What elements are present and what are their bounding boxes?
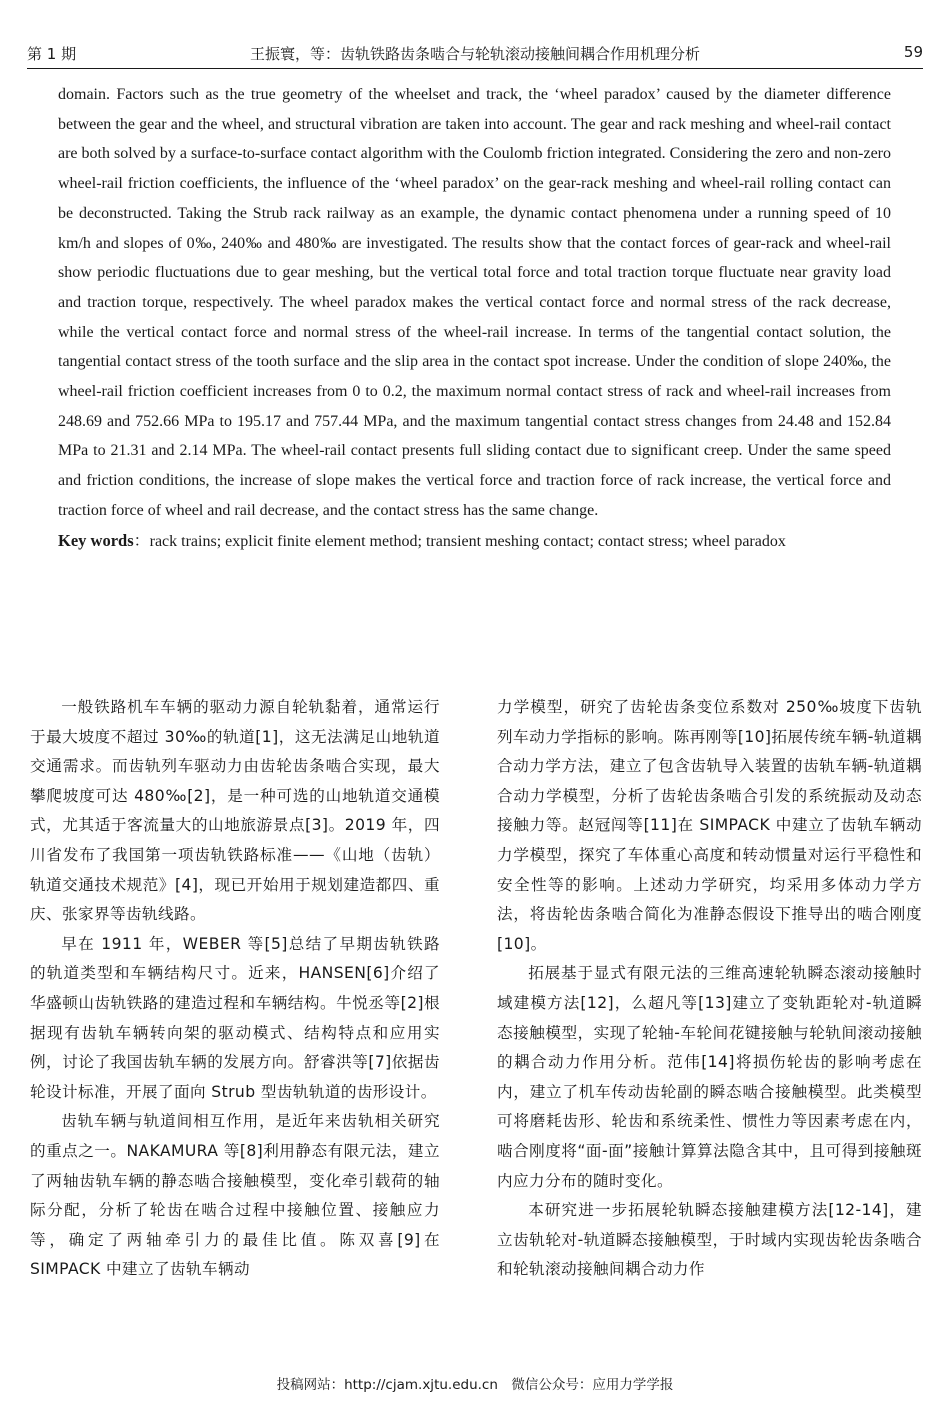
- page-footer: 投稿网站：http://cjam.xjtu.edu.cn 微信公众号：应用力学学报: [276, 1377, 674, 1393]
- paragraph: 早在 1911 年，WEBER 等[5]总结了早期齿轨铁路的轨道类型和车辆结构尺寸。近来，HANSEN[6]介绍了华盛顿山齿轨铁路的建造过程和车辆结构。牛悦丞等[2]根据现有齿轨车辆转向架的驱动模式、结构特点和应用实例，讨论了我国齿轨车辆的发展方向。舒睿洪等[7]依据齿轮设计标准，开展了面向 Strub 型齿轨轨道的齿形设计。: [30, 934, 440, 1101]
- keywords-label: Key words: [58, 530, 134, 550]
- body-left-column: [30, 693, 440, 1285]
- abstract-text: domain. Factors such as the true geometry of the wheelset and track, the ‘wheel paradox’ caused by the diameter difference between the gear and the wheel, and structural vibration are taken into account. The gear and rack meshing and wheel-rail contact are both solved by a surface-to-surface contact algorithm with the Coulomb friction integrated. Considering the zero and non-zero wheel-rail friction coefficients, the influence of the ‘wheel paradox’ on the gear-rack meshing and wheel-rail rolling contact can be deconstructed. Taking the Strub rack railway as an example, the dynamic contact phenomena under a running speed of 10 km/h and slopes of 0‰, 240‰ and 480‰ are investigated. The results show that the contact forces of gear-rack and wheel-rail show periodic fluctuations due to gear meshing, but the vertical total force and total traction torque fluctuate near gravity load and traction torque, respectively. The wheel paradox makes the vertical contact force and normal stress of the rack decrease, while the vertical contact force and normal stress of the wheel-rail increase. In terms of the tangential contact solution, the tangential contact stress of the tooth surface and the slip area in the contact spot increase. Under the condition of slope 240‰, the wheel-rail friction coefficient increases from 0 to 0.2, the maximum normal contact stress of rack and wheel-rail increases from 248.69 and 752.66 MPa to 195.17 and 757.44 MPa, and the maximum tangential contact stress changes from 24.48 and 152.84 MPa to 21.31 and 2.14 MPa. The wheel-rail contact presents full sliding contact due to significant creep. Under the same speed and friction conditions, the increase of slope makes the vertical force and traction force of rack increase, the vertical force and traction force of wheel and rail decrease, and the contact stress has the same change.: [58, 86, 891, 519]
- header-rule: [27, 68, 923, 69]
- english-abstract: [58, 80, 891, 556]
- running-title: 王振寰，等：齿轨铁路齿条啮合与轮轨滚动接触间耦合作用机理分析: [249, 45, 700, 63]
- page-number: 59: [903, 43, 923, 61]
- body-right-column: [497, 693, 922, 1285]
- paragraph: 本研究进一步拓展轮轨瞬态接触建模方法[12-14]，建立齿轨轮对-轨道瞬态接触模型，于时域内实现齿轮齿条啮合和轮轨滚动接触间耦合动力作: [497, 1201, 922, 1279]
- issue-number: 第 1 期: [27, 45, 77, 63]
- paragraph: 力学模型，研究了齿轮齿条变位系数对 250‰坡度下齿轨列车动力学指标的影响。陈再刚等[10]拓展传统车辆-轨道耦合动力学方法，建立了包含齿轨导入装置的齿轨车辆-轨道耦合动力学模型，分析了齿轮齿条啮合引发的系统振动及动态接触力等。赵冠闯等[11]在 SIMPACK 中建立了齿轨车辆动力学模型，探究了车体重心高度和转动惯量对运行平稳性和安全性等的影响。上述动力学研究，均采用多体动力学方法，将齿轮齿条啮合简化为准静态假设下推导出的啮合刚度[10]。: [497, 698, 922, 953]
- paragraph: 一般铁路机车车辆的驱动力源自轮轨黏着，通常运行于最大坡度不超过 30‰的轨道[1]，这无法满足山地轨道交通需求。而齿轨列车驱动力由齿轮齿条啮合实现，最大攀爬坡度可达 480‰[2]，是一种可选的山地轨道交通模式，尤其适于客流量大的山地旅游景点[3]。2019 年，四川省发布了我国第一项齿轨铁路标准——《山地（齿轨）轨道交通技术规范》[4]，现已开始用于规划建造都四、重庆、张家界等齿轨线路。: [30, 698, 440, 924]
- page-header: [27, 43, 923, 71]
- paragraph: 拓展基于显式有限元法的三维高速轮轨瞬态滚动接触时域建模方法[12]，么超凡等[13]建立了变轨距轮对-轨道瞬态接触模型，实现了轮轴-车轮间花键接触与轮轨间滚动接触的耦合动力作用分析。范伟[14]将损伤轮齿的影响考虑在内，建立了机车传动齿轮副的瞬态啮合接触模型。此类模型可将磨耗齿形、轮齿和系统柔性、惯性力等因素考虑在内，啮合刚度将“面-面”接触计算算法隐含其中，且可得到接触斑内应力分布的随时变化。: [497, 964, 922, 1190]
- keywords-text: ：rack trains; explicit finite element method; transient meshing contact; contact stress; wheel paradox: [133, 532, 786, 550]
- paragraph: 齿轨车辆与轨道间相互作用，是近年来齿轨相关研究的重点之一。NAKAMURA 等[8]利用静态有限元法，建立了两轴齿轨车辆的静态啮合接触模型，变化牵引载荷的轴际分配，分析了轮齿在啮合过程中接触位置、接触应力等，确定了两轴牵引力的最佳比值。陈双喜[9]在 SIMPACK 中建立了齿轨车辆动: [30, 1112, 440, 1279]
